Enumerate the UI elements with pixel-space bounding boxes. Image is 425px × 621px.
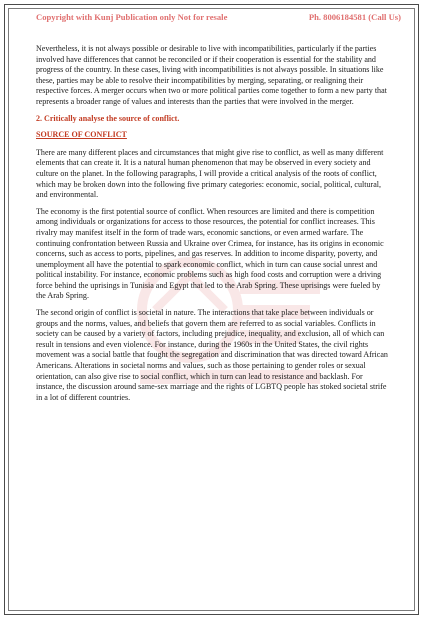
section-heading: SOURCE OF CONFLICT xyxy=(36,130,127,140)
phone-contact: Ph. 8006184581 (Call Us) xyxy=(308,12,401,22)
paragraph-economic: The economy is the first potential source of conflict. When resources are limited and there is competition among individuals or organizations for access to those resources, the potential for conflict increases. This rivalry may manifest itself in the form of trade wars, economic sanctions, or even armed warfare. The continuing confrontation between Russia and Ukraine over Crimea, for instance, has its origins in economic concerns, such as access to ports, pipelines, and gas reserves. In addition to income disparity, poverty, and unemployment all have the potential to spark economic conflict, which in turn can cause social unrest and political instability. For instance, economic problems such as high food costs and corruption were a driving force behind the uprisings in Tunisia and Egypt that led to the Arab Spring. These uprisings were fueled by the Arab Spring. xyxy=(36,206,384,301)
paragraph-overview: There are many different places and circumstances that might give rise to conflict, as well as many different elements that can create it. It is a natural human phenomenon that may be observed in every society and culture on the planet. In the following paragraphs, I will provide a critical analysis of the roots of conflict, which may be broken down into the following five primary categories: economic, social, political, cultural, and environmental. xyxy=(36,147,384,200)
copyright-notice: Copyright with Kunj Publication only Not for resale xyxy=(36,12,228,22)
paragraph-social: The second origin of conflict is societal in nature. The interactions that take place between individuals or groups and the norms, values, and beliefs that govern them are referred to as social variables. Conflicts in society can be caused by a variety of factors, including prejudice, inequality, and exclusion, all of which can result in tensions and even violence. For instance, during the 1960s in the United States, the civil rights movement was a social battle that fought the segregation and discrimination that was directed toward African Americans. Alterations in societal norms and values, such as those pertaining to gender roles or sexual orientation, can also give rise to social conflict, which in turn can lead to resistance and backlash. For instance, the discussion around same-sex marriage and the rights of LGBTQ people has stoked societal strife in a lot of different countries. xyxy=(36,308,388,402)
document-body xyxy=(36,44,388,409)
intro-paragraph: Nevertheless, it is not always possible or desirable to live with incompatibilities, particularly if the parties involved have differences that cannot be reconciled or if their cooperation is essential for the stability and progress of the country. In these cases, living with incompatibilities is not always possible. In situations like these, parties may be able to resolve their incompatibilities by merging, separating, or realigning their respective forces. A merger occurs when two or more political parties come together to form a new party that represents a broader range of values and interests than the parties that were involved in the merger. xyxy=(36,44,387,106)
page-header xyxy=(36,12,401,22)
question-heading: 2. Critically analyse the source of conflict. xyxy=(36,113,180,123)
